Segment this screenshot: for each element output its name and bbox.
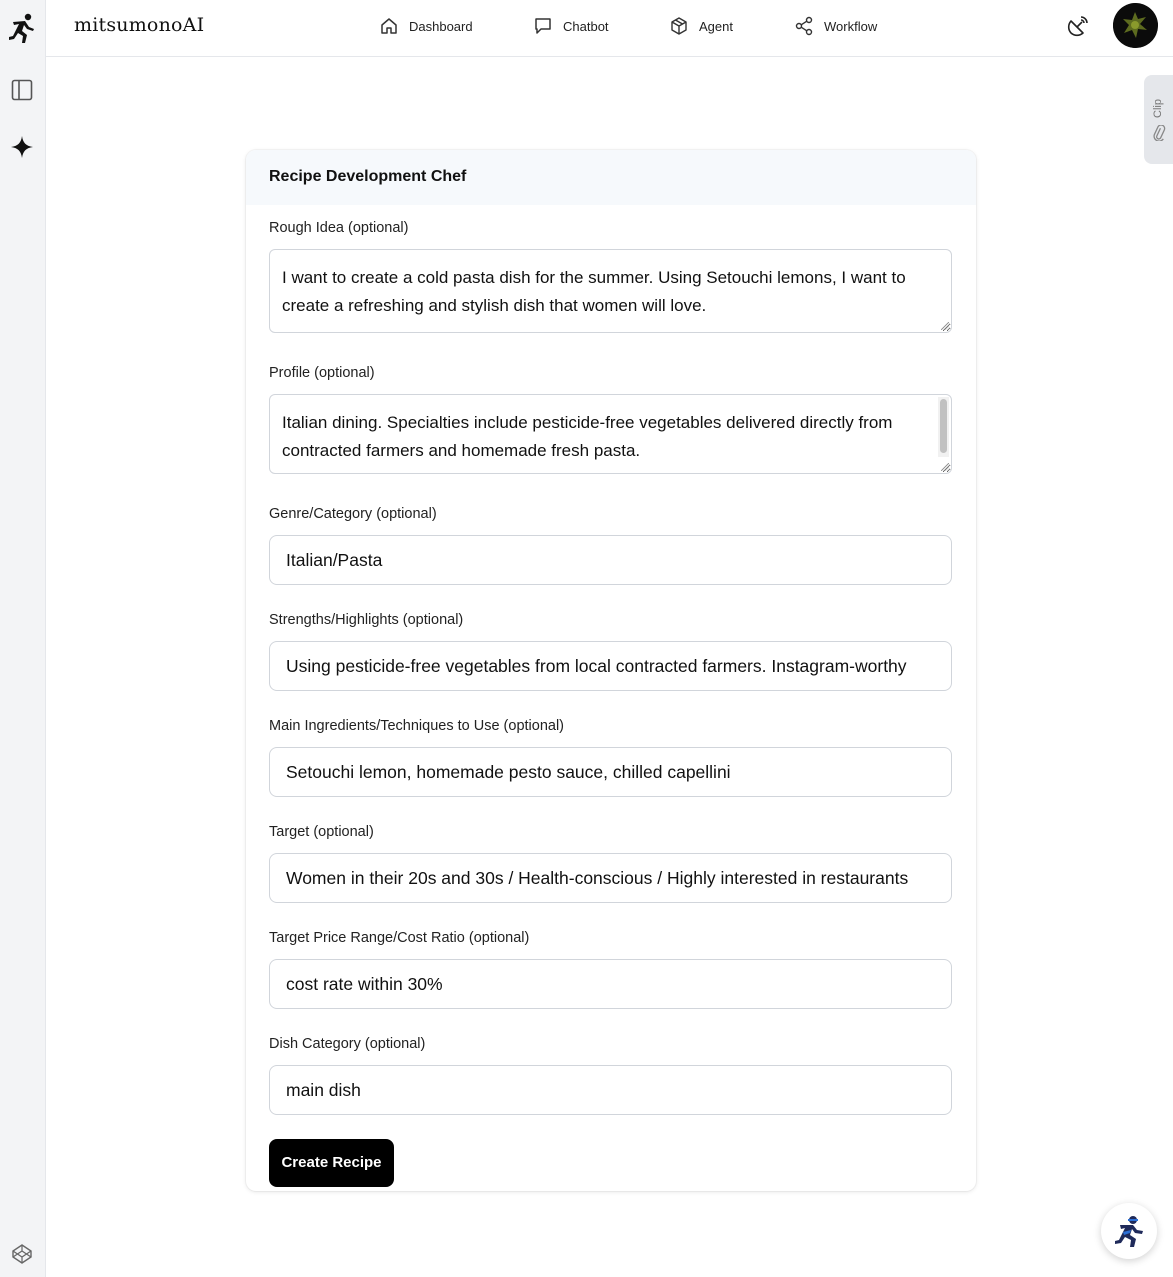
nav-chatbot-label: Chatbot — [563, 18, 609, 34]
price-input[interactable]: cost rate within 30% — [269, 959, 952, 1009]
user-avatar[interactable] — [1113, 3, 1158, 48]
resize-grip-icon[interactable] — [941, 322, 949, 330]
resize-grip-icon[interactable] — [941, 463, 949, 471]
strengths-label: Strengths/Highlights (optional) — [269, 612, 464, 628]
clip-tab[interactable] — [1144, 75, 1173, 164]
nav-workflow[interactable] — [794, 14, 877, 38]
rough-idea-value: I want to create a cold pasta dish for the summer. Using Setouchi lemons, I want to create a refreshing and stylish dish that women will love. — [282, 268, 906, 315]
genre-input[interactable]: Italian/Pasta — [269, 535, 952, 585]
rough-idea-label: Rough Idea (optional) — [269, 220, 409, 236]
profile-scrollbar[interactable] — [938, 397, 949, 457]
ingredients-label: Main Ingredients/Techniques to Use (optional) — [269, 718, 564, 734]
nav-agent[interactable] — [669, 14, 733, 38]
dish-category-label: Dish Category (optional) — [269, 1036, 426, 1052]
nav-dashboard[interactable] — [379, 14, 473, 38]
nav-agent-label: Agent — [699, 18, 733, 34]
nav-chatbot[interactable] — [533, 14, 609, 38]
brand-name[interactable]: mitsumonoAI — [74, 14, 205, 36]
nav-workflow-label: Workflow — [824, 18, 878, 34]
recipe-form-card — [246, 150, 976, 1191]
target-label: Target (optional) — [269, 824, 374, 840]
strengths-input[interactable]: Using pesticide-free vegetables from local contracted farmers. Instagram-worthy — [269, 641, 952, 691]
home-icon — [379, 16, 399, 36]
sidebar-toggle-icon[interactable] — [7, 75, 37, 105]
profile-label: Profile (optional) — [269, 365, 375, 381]
target-input[interactable]: Women in their 20s and 30s / Health-conscious / Highly interested in restaurants — [269, 853, 952, 903]
clip-label: Clip — [1152, 99, 1164, 118]
paperclip-icon — [1151, 125, 1167, 141]
ninja-mascot-icon — [1111, 1213, 1147, 1249]
chat-bubble-icon — [533, 16, 553, 36]
dish-category-input[interactable]: main dish — [269, 1065, 952, 1115]
create-recipe-button[interactable]: Create Recipe — [269, 1139, 394, 1187]
profile-textarea[interactable] — [269, 394, 952, 474]
assistant-fab[interactable] — [1101, 1203, 1157, 1259]
cube-icon — [669, 16, 689, 36]
sparkle-icon[interactable] — [7, 132, 37, 162]
top-bar — [46, 0, 1173, 57]
sidebar — [0, 0, 46, 1277]
profile-value: Italian dining. Specialties include pesticide-free vegetables delivered directly from contracted farmers and homemade fresh pasta. — [282, 413, 893, 460]
runner-logo-icon[interactable] — [7, 14, 37, 44]
genre-label: Genre/Category (optional) — [269, 506, 437, 522]
codepen-icon[interactable] — [7, 1239, 37, 1269]
satellite-dish-icon[interactable] — [1066, 14, 1090, 38]
share-nodes-icon — [794, 16, 814, 36]
form-title: Recipe Development Chef — [246, 150, 976, 205]
nav-dashboard-label: Dashboard — [409, 18, 473, 34]
price-label: Target Price Range/Cost Ratio (optional) — [269, 930, 530, 946]
rough-idea-textarea[interactable] — [269, 249, 952, 333]
ingredients-input[interactable]: Setouchi lemon, homemade pesto sauce, chilled capellini — [269, 747, 952, 797]
